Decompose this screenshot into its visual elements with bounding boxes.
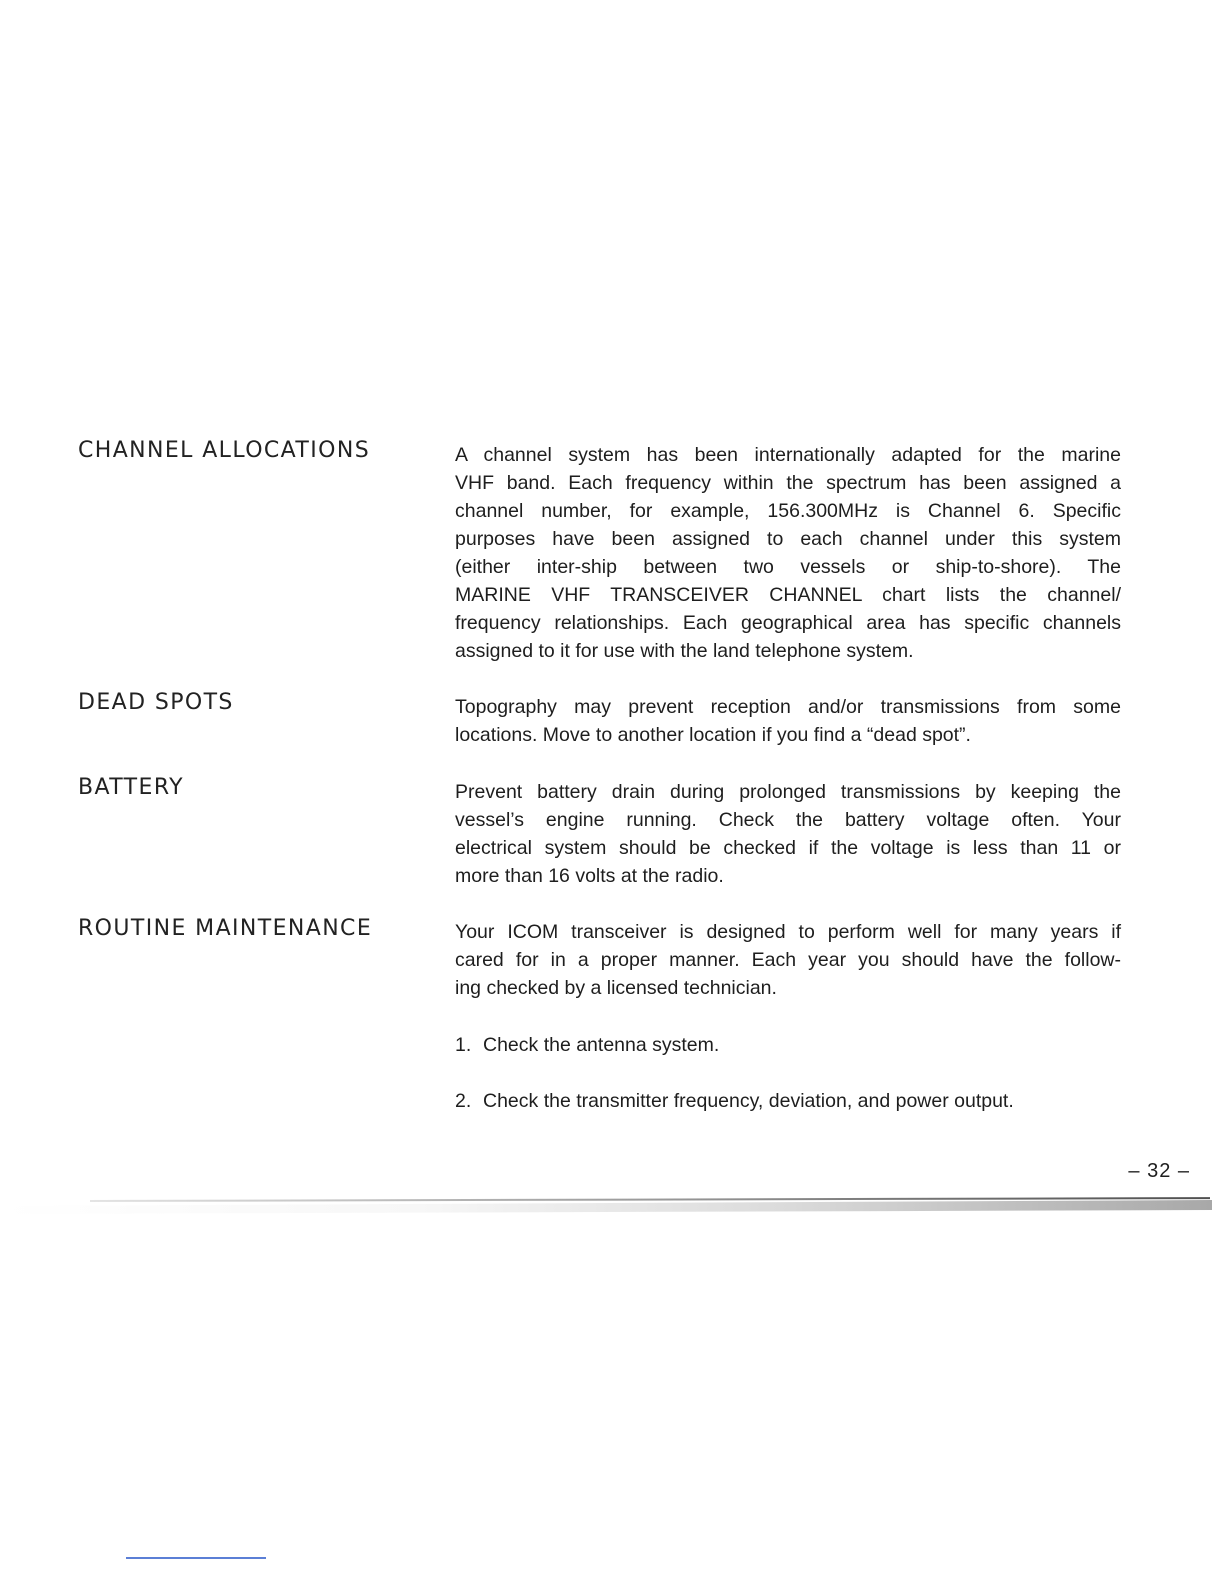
channel-allocations-paragraph: [455, 441, 1121, 665]
heading-battery: BATTERY: [78, 775, 184, 800]
text-line: assigned to it for use with the land telephone system.: [455, 640, 914, 662]
list-item: [455, 1031, 1135, 1059]
text-line: VHF band. Each frequency within the spectrum has been assigned a: [455, 472, 1121, 494]
text-line: electrical system should be checked if the voltage is less than 11 or: [455, 837, 1121, 859]
list-item-text: Check the antenna system.: [483, 1034, 720, 1056]
page-number: – 32 –: [1128, 1160, 1190, 1182]
heading-dead-spots: DEAD SPOTS: [78, 690, 234, 715]
text-line: cared for in a proper manner. Each year you should have the follow-: [455, 949, 1121, 971]
blue-rule: [126, 1557, 266, 1559]
text-line: purposes have been assigned to each channel under this system: [455, 528, 1121, 550]
text-line: A channel system has been internationally adapted for the marine: [455, 444, 1121, 466]
list-item: [455, 1087, 1135, 1115]
battery-paragraph: [455, 778, 1121, 890]
text-line: frequency relationships. Each geographical area has specific channels: [455, 612, 1121, 634]
text-line: Topography may prevent reception and/or transmissions from some: [455, 696, 1121, 718]
text-line: MARINE VHF TRANSCEIVER CHANNEL chart lists the channel/: [455, 584, 1121, 606]
list-item-text: Check the transmitter frequency, deviation, and power output.: [483, 1090, 1014, 1112]
heading-channel-allocations: CHANNEL ALLOCATIONS: [78, 438, 371, 463]
dead-spots-paragraph: [455, 693, 1121, 749]
text-line: more than 16 volts at the radio.: [455, 865, 724, 887]
text-line: Your ICOM transceiver is designed to perform well for many years if: [455, 921, 1121, 943]
text-line: ing checked by a licensed technician.: [455, 977, 777, 999]
text-line: channel number, for example, 156.300MHz is Channel 6. Specific: [455, 500, 1121, 522]
routine-maintenance-paragraph: [455, 918, 1121, 1002]
text-line: Prevent battery drain during prolonged transmissions by keeping the: [455, 781, 1121, 803]
text-line: locations. Move to another location if you find a “dead spot”.: [455, 724, 971, 746]
text-line: (either inter-ship between two vessels or ship-to-shore). The: [455, 556, 1121, 578]
list-item-number: 2.: [455, 1090, 472, 1112]
heading-routine-maintenance: ROUTINE MAINTENANCE: [78, 916, 373, 941]
list-item-number: 1.: [455, 1034, 472, 1056]
text-line: vessel’s engine running. Check the battery voltage often. Your: [455, 809, 1121, 831]
